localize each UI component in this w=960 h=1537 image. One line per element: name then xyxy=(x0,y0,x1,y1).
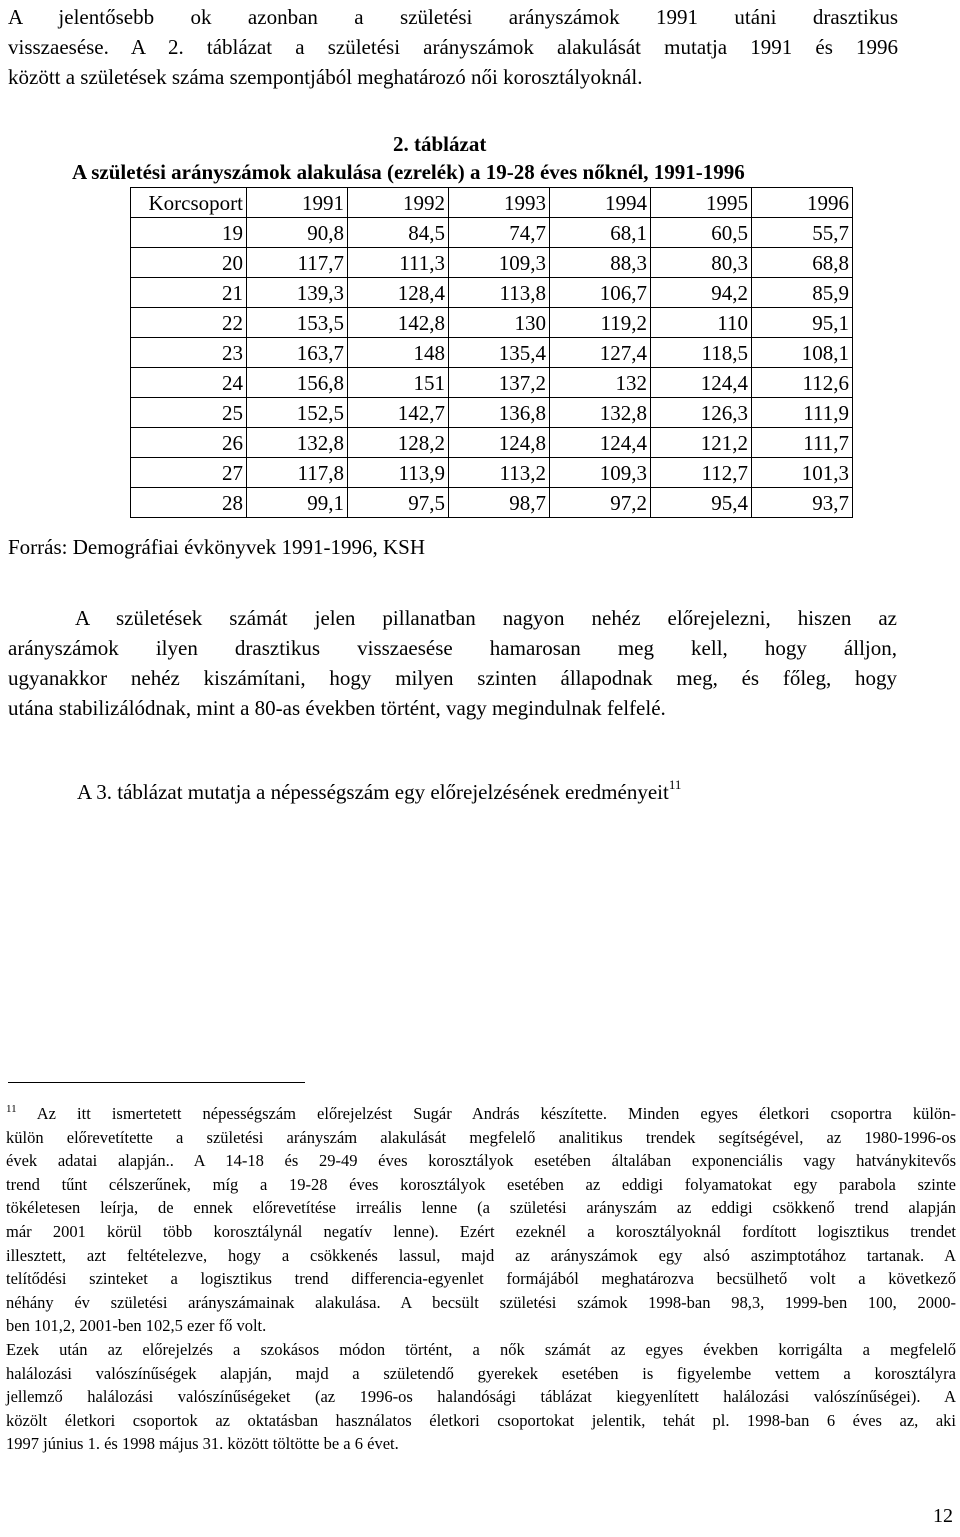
table-row xyxy=(131,458,853,488)
page-number: 12 xyxy=(933,1505,953,1527)
header-age-group: Korcsoport xyxy=(131,188,247,218)
rate-cell: 113,9 xyxy=(348,458,449,488)
table-row xyxy=(131,398,853,428)
forecast-paragraph xyxy=(75,603,897,633)
footnote-line: halálozási valószínűségek alapján, majd a születendő gyerekek esetében is figyelembe vettem a korosztályra xyxy=(6,1363,956,1383)
footnote-line: Ezek után az előrejelzés a szokásos módon történt, a nők számát az egyes években korrigálta a megfelelő xyxy=(6,1339,956,1359)
rate-cell: 124,4 xyxy=(651,368,752,398)
rate-cell: 110 xyxy=(651,308,752,338)
rate-cell: 124,8 xyxy=(449,428,550,458)
table-row xyxy=(131,428,853,458)
rate-cell: 90,8 xyxy=(247,218,348,248)
rate-cell: 55,7 xyxy=(752,218,853,248)
rate-cell: 132,8 xyxy=(550,398,651,428)
table-source: Forrás: Demográfiai évkönyvek 1991-1996, KSH xyxy=(8,535,426,559)
rate-cell: 142,8 xyxy=(348,308,449,338)
footnote-line: ben 101,2, 2001-ben 102,5 ezer fő volt. xyxy=(6,1316,267,1336)
footnote-line: évek adatai alapján.. A 14-18 és 29-49 éves korosztályok esetében általában exponenciális vagy hatványkitevős xyxy=(6,1151,956,1171)
rate-cell: 106,7 xyxy=(550,278,651,308)
age-group-cell: 22 xyxy=(131,308,247,338)
rate-cell: 94,2 xyxy=(651,278,752,308)
rate-cell: 113,8 xyxy=(449,278,550,308)
header-year: 1996 xyxy=(752,188,853,218)
footnote-line: illesztett, azt feltételezve, hogy a csökkenés lassul, majd az arányszámok egy alsó aszimptotához tartanak. A xyxy=(6,1245,956,1265)
age-group-cell: 24 xyxy=(131,368,247,398)
rate-cell: 95,4 xyxy=(651,488,752,518)
age-group-cell: 19 xyxy=(131,218,247,248)
forecast-line: utána stabilizálódnak, mint a 80-as években történt, vagy megindulnak felfelé. xyxy=(8,696,666,720)
rate-cell: 95,1 xyxy=(752,308,853,338)
table3-reference xyxy=(77,777,681,805)
footnote-line: külön előrevetítette a születési arányszám alakulását megfelelő analitikus trendek segítségével, az 1980-1996-os xyxy=(6,1127,956,1147)
rate-cell: 97,5 xyxy=(348,488,449,518)
rate-cell: 109,3 xyxy=(550,458,651,488)
table-row xyxy=(131,278,853,308)
rate-cell: 163,7 xyxy=(247,338,348,368)
rate-cell: 121,2 xyxy=(651,428,752,458)
rate-cell: 84,5 xyxy=(348,218,449,248)
footnote-line: néhány év születési arányszámainak alakulása. A becsült születési számok 1998-ban 98,3, 1999-ben 100, 2000- xyxy=(6,1292,956,1312)
rate-cell: 128,2 xyxy=(348,428,449,458)
rate-cell: 99,1 xyxy=(247,488,348,518)
header-year: 1991 xyxy=(247,188,348,218)
rate-cell: 85,9 xyxy=(752,278,853,308)
rate-cell: 93,7 xyxy=(752,488,853,518)
footnote-line: már 2001 körül több korosztálynál negatív lenne). Ezért ezeknél a korosztályoknál fordított logisztikus trendet xyxy=(6,1221,956,1241)
rate-cell: 111,7 xyxy=(752,428,853,458)
rate-cell: 88,3 xyxy=(550,248,651,278)
intro-line: A jelentősebb ok azonban a születési arányszámok 1991 utáni drasztikus xyxy=(8,5,898,29)
header-year: 1995 xyxy=(651,188,752,218)
header-year: 1992 xyxy=(348,188,449,218)
rate-cell: 135,4 xyxy=(449,338,550,368)
age-group-cell: 28 xyxy=(131,488,247,518)
rate-cell: 142,7 xyxy=(348,398,449,428)
age-group-cell: 23 xyxy=(131,338,247,368)
footnote-separator xyxy=(8,1082,305,1083)
table3-reference-text: A 3. táblázat mutatja a népességszám egy előrejelzésének eredményeit xyxy=(77,780,669,804)
rate-cell: 118,5 xyxy=(651,338,752,368)
rate-cell: 101,3 xyxy=(752,458,853,488)
rate-cell: 98,7 xyxy=(449,488,550,518)
footnote xyxy=(6,1098,956,1456)
rate-cell: 111,9 xyxy=(752,398,853,428)
rate-cell: 108,1 xyxy=(752,338,853,368)
rate-cell: 112,6 xyxy=(752,368,853,398)
footnote-line: jellemző halálozási valószínűségeket (az 1996-os halandósági táblázat kiegyenlített halálozási valószínűségei). A xyxy=(6,1387,956,1407)
table-row xyxy=(131,488,853,518)
footnote-line: telítődési szinteket a logisztikus trend differencia-egyenlet formájából meghatározva becsülhető volt a következő xyxy=(6,1269,956,1289)
rate-cell: 68,1 xyxy=(550,218,651,248)
table-title: A születési arányszámok alakulása (ezrelék) a 19-28 éves nőknél, 1991-1996 xyxy=(72,160,745,184)
rate-cell: 74,7 xyxy=(449,218,550,248)
footnote-line: tökéletesen leírja, de ennek előrevetítése irreális lenne (a születési arányszám az eddigi csökkenő trend alapján xyxy=(6,1198,956,1218)
rate-cell: 139,3 xyxy=(247,278,348,308)
rate-cell: 156,8 xyxy=(247,368,348,398)
rate-cell: 97,2 xyxy=(550,488,651,518)
birth-rate-table xyxy=(130,187,853,518)
rate-cell: 132,8 xyxy=(247,428,348,458)
forecast-paragraph-cont xyxy=(8,633,897,723)
rate-cell: 119,2 xyxy=(550,308,651,338)
rate-cell: 124,4 xyxy=(550,428,651,458)
rate-cell: 117,7 xyxy=(247,248,348,278)
table-label: 2. táblázat xyxy=(393,132,487,156)
header-year: 1994 xyxy=(550,188,651,218)
rate-cell: 128,4 xyxy=(348,278,449,308)
footnote-line: 1997 június 1. és 1998 május 31. között töltötte be a 6 évet. xyxy=(6,1434,399,1454)
rate-cell: 112,7 xyxy=(651,458,752,488)
age-group-cell: 26 xyxy=(131,428,247,458)
rate-cell: 109,3 xyxy=(449,248,550,278)
table-row xyxy=(131,338,853,368)
footnote-line: $^{11}$ Az itt ismertetett népességszám előrejelzést Sugár András készítette. Minden egyes életkori csoportra külön- xyxy=(6,1103,956,1123)
rate-cell: 152,5 xyxy=(247,398,348,428)
footnote-number: 11 xyxy=(6,1103,17,1115)
intro-paragraph xyxy=(8,2,898,92)
rate-cell: 136,8 xyxy=(449,398,550,428)
footnote-line: közölt életkori csoportok az oktatásban használatos életkori csoportokat jelentik, tehát pl. 1998-ban 6 éves az, aki xyxy=(6,1410,956,1430)
rate-cell: 153,5 xyxy=(247,308,348,338)
intro-line: között a születések száma szempontjából meghatározó női korosztályoknál. xyxy=(8,65,643,89)
table-row xyxy=(131,248,853,278)
table-row xyxy=(131,368,853,398)
rate-cell: 130 xyxy=(449,308,550,338)
table-caption xyxy=(0,130,960,186)
age-group-cell: 21 xyxy=(131,278,247,308)
footnote-ref[interactable]: 11 xyxy=(668,777,682,792)
rate-cell: 117,8 xyxy=(247,458,348,488)
age-group-cell: 20 xyxy=(131,248,247,278)
rate-cell: 151 xyxy=(348,368,449,398)
table-row xyxy=(131,308,853,338)
rate-cell: 113,2 xyxy=(449,458,550,488)
rate-cell: 137,2 xyxy=(449,368,550,398)
forecast-line: A születések számát jelen pillanatban nagyon nehéz előrejelezni, hiszen az xyxy=(75,606,897,630)
rate-cell: 148 xyxy=(348,338,449,368)
intro-line: visszaesése. A 2. táblázat a születési arányszámok alakulását mutatja 1991 és 1996 xyxy=(8,35,898,59)
rate-cell: 60,5 xyxy=(651,218,752,248)
header-year: 1993 xyxy=(449,188,550,218)
rate-cell: 126,3 xyxy=(651,398,752,428)
age-group-cell: 25 xyxy=(131,398,247,428)
rate-cell: 80,3 xyxy=(651,248,752,278)
footnote-line: trend tűnt célszerűnek, míg a 19-28 éves korosztályok esetében az eddigi folyamatokat egy parabola szinte xyxy=(6,1174,956,1194)
forecast-line: arányszámok ilyen drasztikus visszaesése hamarosan meg kell, hogy álljon, xyxy=(8,636,897,660)
rate-cell: 127,4 xyxy=(550,338,651,368)
rate-cell: 132 xyxy=(550,368,651,398)
age-group-cell: 27 xyxy=(131,458,247,488)
rate-cell: 68,8 xyxy=(752,248,853,278)
rate-cell: 111,3 xyxy=(348,248,449,278)
table-header-row xyxy=(131,188,853,218)
table-row xyxy=(131,218,853,248)
forecast-line: ugyanakkor nehéz kiszámítani, hogy milyen szinten állapodnak meg, és főleg, hogy xyxy=(8,666,897,690)
